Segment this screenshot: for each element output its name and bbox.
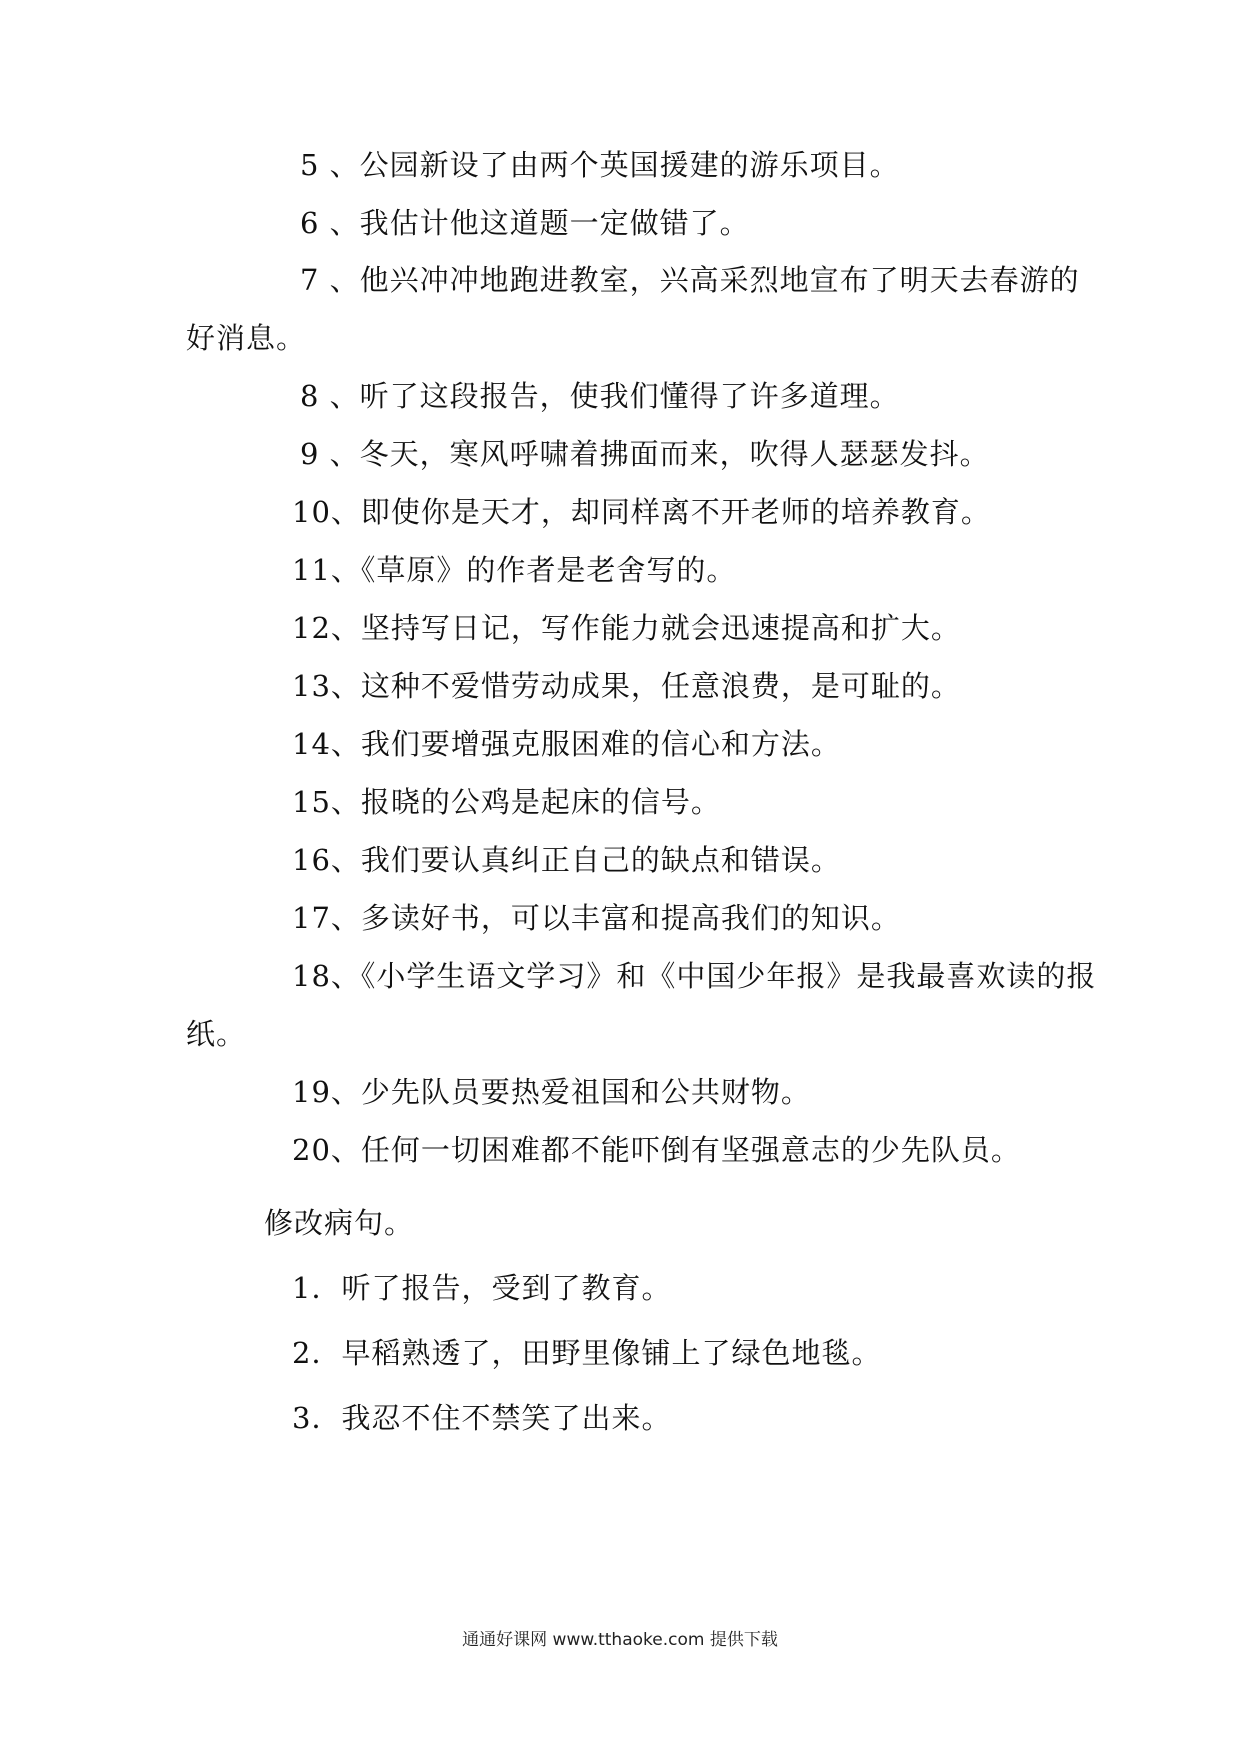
sentence-8: 8 、听了这段报告，使我们懂得了许多道理。 [300,379,900,413]
sentence-9: 9 、冬天，寒风呼啸着拂面而来，吹得人瑟瑟发抖。 [300,437,990,471]
section-title: 修改病句。 [264,1206,415,1240]
sentence-7: 7 、他兴冲冲地跑进教室，兴高采烈地宣布了明天去春游的 [300,263,1080,297]
correction-item-2: 2．早稻熟透了，田野里像铺上了绿色地毯。 [292,1336,882,1370]
correction-item-3: 3．我忍不住不禁笑了出来。 [292,1401,672,1435]
sentence-7-continued: 好消息。 [186,321,307,355]
sentence-17: 17、多读好书，可以丰富和提高我们的知识。 [292,901,901,935]
sentence-12: 12、坚持写日记，写作能力就会迅速提高和扩大。 [292,611,961,645]
sentence-19: 19、少先队员要热爱祖国和公共财物。 [292,1075,811,1109]
sentence-18: 18、《小学生语文学习》和《中国少年报》是我最喜欢读的报 [292,959,1097,993]
sentence-13: 13、这种不爱惜劳动成果，任意浪费，是可耻的。 [292,669,961,703]
sentence-18-continued: 纸。 [186,1017,247,1051]
sentence-14: 14、我们要增强克服困难的信心和方法。 [292,727,841,761]
sentence-10: 10、即使你是天才，却同样离不开老师的培养教育。 [292,495,991,529]
sentence-15: 15、报晓的公鸡是起床的信号。 [292,785,721,819]
sentence-11: 11、《草原》的作者是老舍写的。 [292,553,737,587]
sentence-5: 5 、公园新设了由两个英国援建的游乐项目。 [300,148,900,182]
sentence-16: 16、我们要认真纠正自己的缺点和错误。 [292,843,841,877]
sentence-6: 6 、我估计他这道题一定做错了。 [300,206,750,240]
sentence-20: 20、任何一切困难都不能吓倒有坚强意志的少先队员。 [292,1133,1021,1167]
correction-item-1: 1．听了报告，受到了教育。 [292,1271,672,1305]
page-footer: 通通好课网 www.tthaoke.com 提供下载 [462,1630,778,1650]
